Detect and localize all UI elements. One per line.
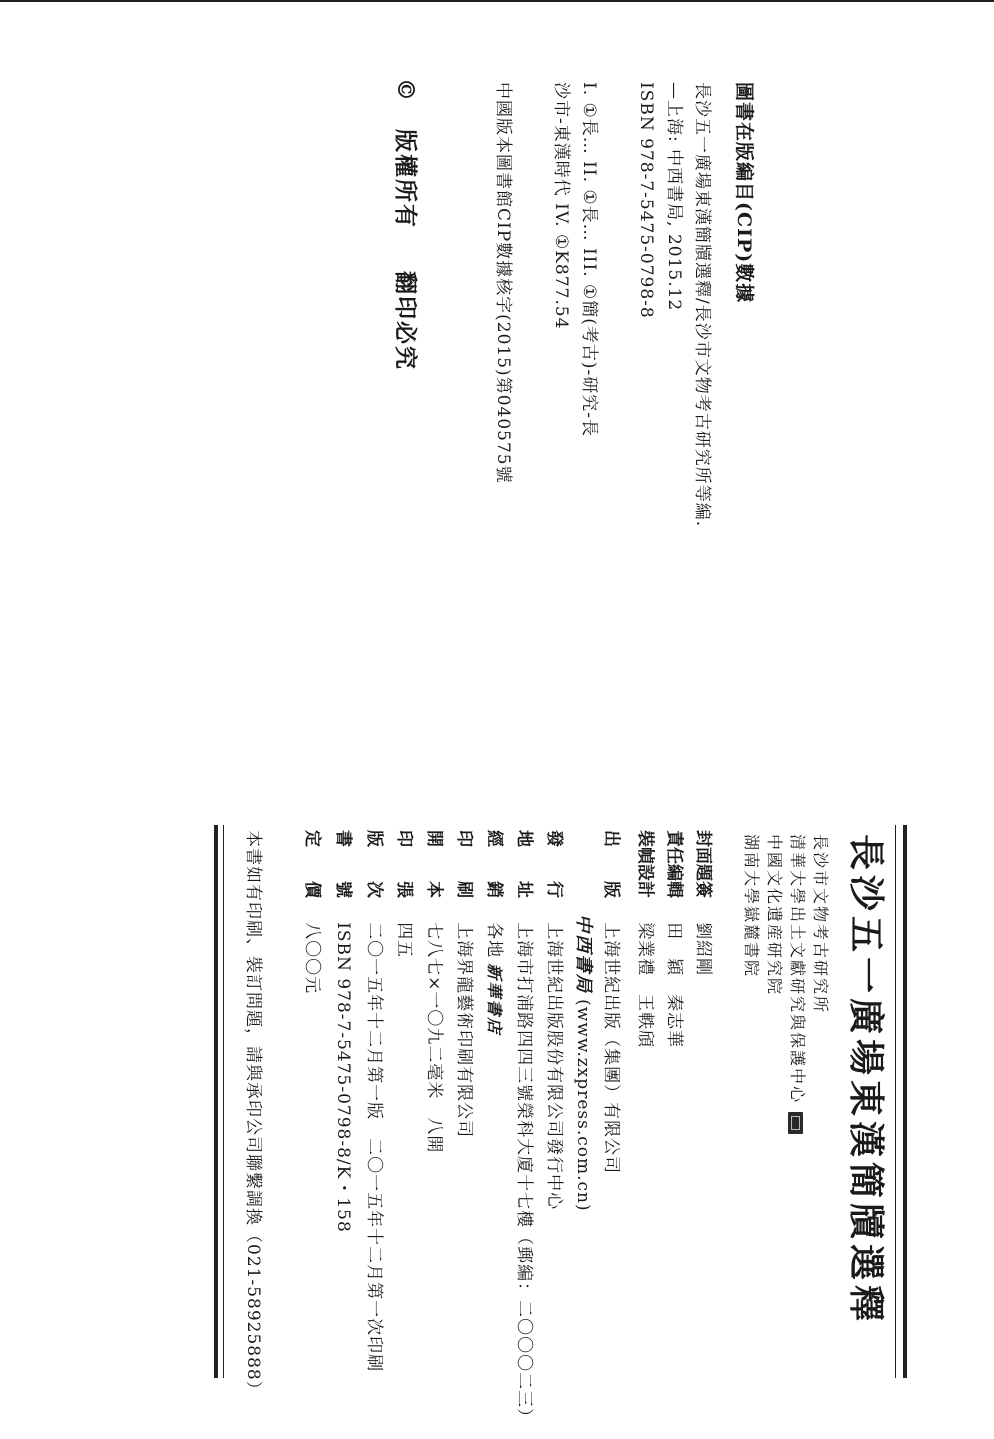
row-label: 書 號 — [333, 830, 353, 898]
press-brand: 中西書局 — [573, 914, 594, 994]
colophon-row — [545, 830, 562, 1210]
copyright-text-b: 翻印必究 — [392, 271, 419, 372]
row-value: ISBN 978-7-5475-0798-8/K・158 — [333, 922, 353, 1233]
colophon-row — [665, 830, 682, 1048]
colophon-rule-left-inner — [223, 825, 224, 1378]
row-value: 上海世紀出版（集團）有限公司 — [601, 922, 621, 1175]
row-label: 封面題簽 — [693, 830, 713, 898]
top-rule — [0, 0, 994, 2]
row-value: 梁業禮 王軼頎 — [635, 922, 655, 1049]
row-value: 四五 — [394, 922, 414, 959]
row-label: 定 價 — [302, 830, 322, 898]
row-label: 出 版 — [601, 830, 621, 898]
cip-classification-line-2: 沙市-東漢時代 IV. ①K877.54 — [551, 82, 571, 330]
row-value: 二〇一五年十二月第一版 二〇一五年十二月第一次印刷 — [364, 922, 384, 1373]
colophon-row — [485, 830, 502, 1035]
cip-isbn-line: ISBN 978-7-5475-0798-8 — [636, 82, 656, 319]
colophon-row — [636, 830, 653, 1048]
row-label: 發 行 — [544, 830, 564, 898]
row-label: 印 張 — [394, 830, 414, 898]
row-value: 上海界龍藝術印刷有限公司 — [454, 922, 474, 1139]
row-value: 各地 — [484, 922, 504, 959]
colophon-row — [395, 830, 412, 958]
cip-title-line: 長沙五一廣場東漢簡牘選釋/長沙市文物考古研究所等編. — [692, 82, 712, 528]
colophon-row — [515, 830, 532, 1426]
row-value: 上海市打浦路四四三號榮科大廈十七樓（郵編：二〇〇〇二三） — [514, 922, 534, 1427]
row-value: 八〇〇元 — [302, 922, 322, 995]
colophon-row — [574, 914, 592, 1212]
editor-line: 湖南大學嶽麓書院 — [742, 834, 761, 979]
editor-line: 清華大學出土文獻研究與保護中心 — [788, 834, 807, 1105]
cip-publisher-line: —上海: 中西書局, 2015.12 — [664, 82, 684, 312]
colophon-rule-right — [903, 825, 907, 1378]
copyright-icon: © — [392, 78, 419, 103]
editor-line: 中國文化遺産研究院 — [765, 834, 784, 997]
colophon-row — [425, 830, 442, 1153]
row-label: 裝幀設計 — [635, 830, 655, 898]
row-value: 七八七×一〇九二毫米 八開 — [424, 922, 444, 1154]
colophon-row — [303, 830, 320, 994]
colophon-row — [455, 830, 472, 1138]
colophon-row — [365, 830, 382, 1372]
row-value: (www.zxpress.com.cn) — [573, 999, 593, 1212]
book-title: 長沙五一廣場東漢簡牘選釋 — [845, 834, 887, 1327]
row-label: 責任編輯 — [664, 830, 684, 898]
colophon-rule-right-inner — [895, 825, 896, 1378]
row-label: 地 址 — [514, 830, 534, 898]
row-label: 印 刷 — [454, 830, 474, 898]
cip-record-number: 中國版本圖書館CIP數據核字(2015)第040575號 — [493, 82, 513, 484]
publisher-seal-icon — [788, 1112, 803, 1134]
row-value: 上海世紀出版股份有限公司發行中心 — [544, 922, 564, 1211]
row-label: 版 次 — [364, 830, 384, 898]
cip-heading: 圖書在版編目(CIP)數據 — [733, 82, 755, 304]
colophon-row — [694, 830, 711, 976]
row-value: 田 穎 秦志華 — [664, 922, 684, 1049]
row-label: 開 本 — [424, 830, 444, 898]
colophon-row — [602, 830, 619, 1174]
row-value: 劉紹剛 — [693, 922, 713, 977]
cip-classification-line: I. ①長… II. ①長… III. ①簡(考古)-研究-長 — [579, 82, 599, 437]
footer-note: 本書如有印刷、裝訂問題，請與承印公司聯繫調換（021-58925888） — [243, 830, 263, 1399]
editor-line: 長沙市文物考古研究所 — [811, 834, 830, 1015]
colophon-row — [334, 830, 351, 1233]
copyright-notice — [394, 78, 417, 371]
row-label: 經 銷 — [484, 830, 504, 898]
distributor-brand: 新華書店 — [485, 963, 504, 1036]
copyright-text-a: 版權所有 — [392, 129, 419, 230]
colophon-rule-left — [214, 825, 218, 1378]
